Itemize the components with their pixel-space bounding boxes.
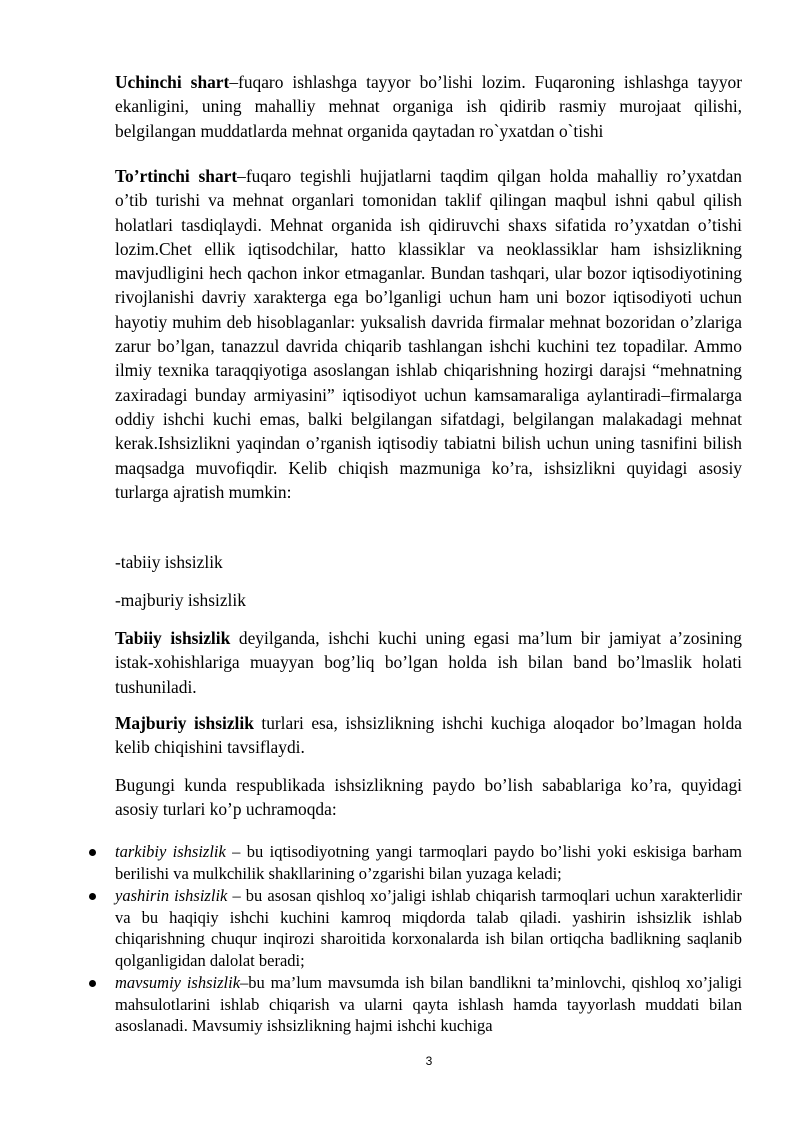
- page-number: 3: [425, 1054, 433, 1068]
- term-majburiy-ishsizlik: Majburiy ishsizlik: [115, 713, 254, 733]
- paragraph-text: –fuqaro tegishli hujjatlarni taqdim qilgan holda mahalliy ro’yxatdan o’tib turishi va mehnat organlari tomonidan taklif qilingan maqbul ishni qabul qilish holatlari tasdiqlaydi. Mehnat organida ish qidiruvchi shaxs sifatida ro’yxatdan o’tishi lozim.Chet ellik iqtisodchilar, hatto klassiklar va neoklassiklar ham ishsizlikning mavjudligini hech qachon inkor etmaganlar. Bundan tashqari, ular bozor iqtisodiyotining rivojlanishi davriy xarakterga ega bo’lganligi uchun ham uni bozor iqtisodiyoti uchun hayotiy muhim deb hisoblaganlar: yuksalish davrida firmalar mehnat bozoridan o’zlariga zarur bo’lgan, tanazzul davrida chiqarib tashlangan ishchi kuchini tez topadilar. Ammo ilmiy texnika taraqqiyotiga asoslangan ishlab chiqarishning hozirgi darajsi “mehnatning zaxiradagi bunday armiyasini” iqtisodiyot uchun kamsamaraliga aylantiradi–firmalarga oddiy ishchi kuchi emas, balki belgilangan sifatdagi, belgilangan malakadagi mehnat kerak.Ishsizlikni yaqindan o’rganish iqtisodiy tabiatni bilish uchun uning tasnifini bilish maqsadga muvofiqdir. Kelib chiqish mazmuniga ko’ra, ishsizlikni quyidagi asosiy turlarga ajratish mumkin:: [115, 166, 742, 502]
- list-line-majburiy: [115, 588, 742, 612]
- bullet-text: – bu iqtisodiyotning yangi tarmoqlari paydo bo’lishi yoki eskisiga barham berilishi va mulkchilik shakllarining o’zgarishi bilan yuzaga keladi;: [115, 842, 742, 883]
- paragraph-text: turlari esa, ishsizlikning ishchi kuchiga aloqador bo’lmagan holda kelib chiqishini tavsiflaydi.: [115, 713, 743, 758]
- paragraph-bugungi-kunda: [115, 773, 742, 822]
- paragraph-text: -tabiiy ishsizlik: [115, 552, 223, 572]
- list-item: [85, 885, 742, 971]
- paragraph-tortinchi-shart: [115, 164, 742, 504]
- paragraph-majburiy-ishsizlik: [115, 711, 742, 760]
- bullet-term: tarkibiy ishsizlik: [115, 842, 226, 861]
- term-tortinchi-shart: To’rtinchi shart: [115, 166, 238, 186]
- list-line-tabiiy: [115, 550, 742, 574]
- paragraph-text: Bugungi kunda respublikada ishsizlikning paydo bo’lish sabablariga ko’ra, quyidagi asosiy turlari ko’p uchramoqda:: [115, 775, 742, 820]
- list-item: [85, 972, 742, 1037]
- bullet-term: mavsumiy ishsizlik: [115, 973, 241, 992]
- bullet-text: –bu ma’lum mavsumda ish bilan bandlikni ta’minlovchi, qishloq xo’jaligi mahsulotlarini ishlab chiqarish va ularni qayta ishlash hamda tayyorlash muddati bilan asoslanadi. Mavsumiy ishsizlikning hajmi ishchi kuchiga: [115, 973, 742, 1035]
- paragraph-text: –fuqaro ishlashga tayyor bo’lishi lozim. Fuqaroning ishlashga tayyor ekanligini, uning mahalliy mehnat organiga ish qidirib rasmiy murojaat qilishi, belgilangan muddatlarda mehnat organida qaytadan ro`yxatdan o`tishi: [115, 72, 743, 141]
- paragraph-text: -majburiy ishsizlik: [115, 590, 246, 610]
- bullet-text: – bu asosan qishloq xo’jaligi ishlab chiqarish tarmoqlari uchun xarakterlidir va bu haqiqiy ishchi kuchini kamroq miqdorda talab qiladi. yashirin ishsizlik ishlab chiqarishning chuqur inqirozi sharoitida korxonalarda ish bilan ortiqcha badlikning saqlanib qolganligidan dalolat beradi;: [115, 886, 742, 970]
- bullet-list: [85, 841, 742, 1038]
- paragraph-tabiiy-ishsizlik: [115, 626, 742, 699]
- term-uchinchi-shart: Uchinchi shart: [115, 72, 230, 92]
- term-tabiiy-ishsizlik: Tabiiy ishsizlik: [115, 628, 231, 648]
- paragraph-text: deyilganda, ishchi kuchi uning egasi ma’lum bir jamiyat a’zosining istak-xohishlariga muayyan bog’liq bo’lgan holda ish bilan band bo’lmaslik holati tushuniladi.: [115, 628, 742, 697]
- paragraph-uchinchi-shart: [115, 70, 742, 143]
- list-item: [85, 841, 742, 884]
- bullet-term: yashirin ishsizlik: [115, 886, 228, 905]
